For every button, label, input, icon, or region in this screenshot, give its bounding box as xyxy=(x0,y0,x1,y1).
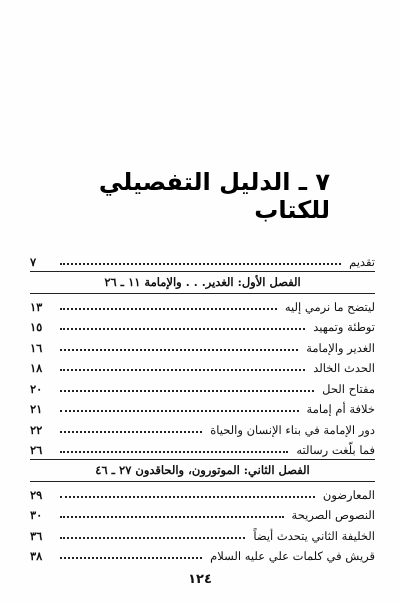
toc-entry-title: تقديم xyxy=(349,255,375,269)
toc-entry-page: ٢٩ xyxy=(30,487,43,502)
toc-entry-page: ٣٠ xyxy=(30,508,43,522)
dot-leader xyxy=(60,328,305,330)
toc-entry xyxy=(30,250,375,269)
toc-entry-title: دور الإمامة في بناء الإنسان والحياة xyxy=(210,422,375,437)
toc-entry xyxy=(30,503,375,522)
toc-entry-title: قريش في كلمات علي عليه السلام xyxy=(210,549,375,563)
toc-entry-title: مفتاح الحل xyxy=(322,381,375,396)
toc-entry xyxy=(30,397,375,416)
dot-leader xyxy=(60,496,315,498)
dot-leader xyxy=(60,369,305,371)
dot-leader xyxy=(60,308,277,310)
toc-entry-page: ١٣ xyxy=(30,299,43,314)
toc-entry xyxy=(30,544,375,563)
toc-entry xyxy=(30,438,375,457)
dot-leader xyxy=(60,263,341,265)
dot-leader xyxy=(60,410,299,412)
dot-leader xyxy=(60,431,202,433)
divider xyxy=(30,293,375,294)
divider xyxy=(30,481,375,482)
dot-leader xyxy=(60,349,298,351)
toc-entry-page: ١٦ xyxy=(30,340,43,355)
toc-entry xyxy=(30,483,375,502)
toc-entry-page: ٢٠ xyxy=(30,381,43,396)
page-title: ٧ ـ الدليل التفصيلي للكتاب xyxy=(98,168,330,224)
toc-entry xyxy=(30,524,375,543)
toc-entry-title: النصوص الصريحة xyxy=(291,508,375,522)
dot-leader xyxy=(60,390,314,392)
toc-entry-page: ٢٦ xyxy=(30,443,43,457)
dot-leader xyxy=(60,537,245,539)
toc-entry-page: ٢١ xyxy=(30,402,43,416)
page-number: ١٢٤ xyxy=(188,572,212,587)
toc-entry xyxy=(30,418,375,437)
chapter-heading xyxy=(30,273,375,292)
toc-entry xyxy=(30,356,375,375)
toc-entry-title: فما بلّغت رسالته xyxy=(296,443,375,457)
toc-entry-page: ١٨ xyxy=(30,361,43,375)
dot-leader xyxy=(60,557,202,559)
toc-entry-title: الحدث الخالد xyxy=(313,361,375,375)
dot-leader xyxy=(60,516,284,518)
toc-entry xyxy=(30,315,375,334)
toc-entry-title: الخليفة الثاني يتحدث أيضاً xyxy=(253,528,375,543)
toc-entry-title: ليتضح ما نرمي إليه xyxy=(284,299,375,314)
toc-entry-page: ٣٨ xyxy=(30,549,43,563)
toc-entry-page: ٢٢ xyxy=(30,422,43,437)
chapter-heading xyxy=(30,461,375,480)
toc-entry xyxy=(30,336,375,355)
chapter-page-range: ٢٧ ـ ٤٦ xyxy=(95,463,132,477)
chapter-title: الفصل الثاني: الموتورون، والحاقدون xyxy=(135,463,310,477)
toc-entry-page: ٣٦ xyxy=(30,528,43,543)
toc-entry xyxy=(30,295,375,314)
dot-leader xyxy=(60,451,288,453)
toc-entry-title: المعارضون xyxy=(322,487,375,502)
toc-entry-title: توطئة وتمهيد xyxy=(313,320,375,334)
toc-entry-page: ٧ xyxy=(30,255,37,269)
toc-entry xyxy=(30,377,375,396)
toc-entry-page: ١٥ xyxy=(30,320,43,334)
toc-entry-title: خلافة أم إمامة xyxy=(306,402,375,416)
divider xyxy=(30,459,375,460)
toc-entry-title: الغدير والإمامة xyxy=(306,340,375,355)
divider xyxy=(30,271,375,272)
chapter-page-range: ١١ ـ ٢٦ xyxy=(104,275,141,289)
table-of-contents xyxy=(30,250,375,565)
chapter-title: الفصل الأول: الغدير. . . والإمامة xyxy=(144,275,301,289)
